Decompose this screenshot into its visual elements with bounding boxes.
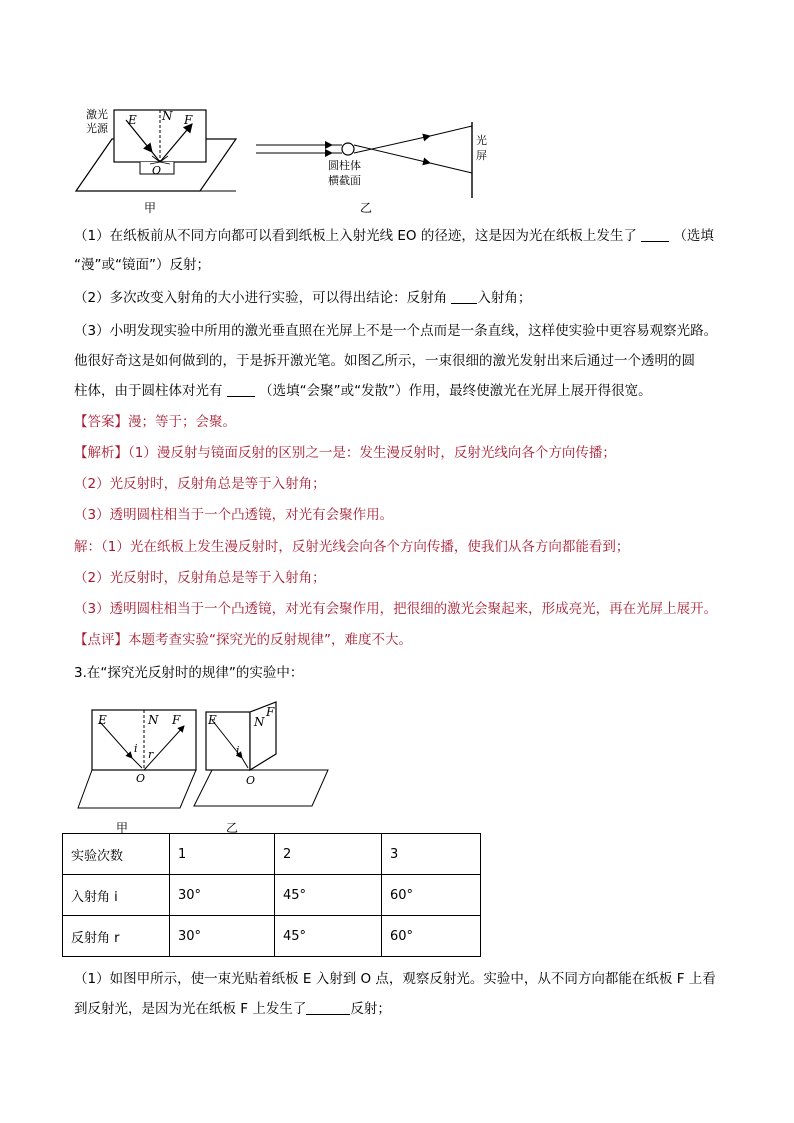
q2-comment: 【点评】本题考查实验“探究光的反射规律”，难度不大。: [74, 632, 412, 648]
q3-part1-line1: （1）如图甲所示，使一束光贴着纸板 E 入射到 O 点，观察反射光。实验中，从不同方向都能在纸板 F 上看: [74, 971, 716, 987]
q2-part1-line2: “漫”或“镜面”）反射；: [74, 257, 210, 273]
q2-part1-line1: （1）在纸板前从不同方向都可以看到纸板上入射光线 EO 的径迹，这是因为光在纸板上发生了 （选填: [74, 228, 714, 244]
fig1-caption-a: 甲: [144, 201, 157, 215]
table-row: [63, 916, 481, 957]
table-cell: 45°: [275, 875, 382, 916]
q2-part3-line3: 柱体，由于圆柱体对光有 （选填“会聚”或“发散”）作用，最终使激光在光屏上展开得很宽。: [74, 383, 652, 399]
q3-part1-line2: 到反射光，是因为光在纸板 F 上发生了 反射；: [74, 1001, 391, 1017]
fig3-caption-b: 乙: [226, 821, 239, 834]
table-cell: 实验次数: [63, 834, 170, 875]
fig1-caption-b: 乙: [360, 201, 373, 215]
fig1-source-label-1: 激光: [86, 108, 108, 121]
fig3-caption-a: 甲: [116, 821, 129, 834]
figure-reflection-boards: [76, 698, 366, 834]
fig3-a-label-r: r: [148, 748, 154, 761]
q2-solution-1: 解：（1）光在纸板上发生漫反射时，反射光线会向各个方向传播，使我们从各方向都能看到；: [74, 539, 630, 555]
fig3-b-label-E: E: [208, 713, 217, 727]
q2-solution-2: （2）光反射时，反射角总是等于入射角；: [74, 570, 326, 586]
mirror-plane-b: [194, 770, 328, 806]
table-cell: 反射角 r: [63, 916, 170, 957]
fig1-screen-label-1: 光: [476, 134, 487, 147]
spread-ray-upper: [354, 136, 430, 153]
table-row: [63, 875, 481, 916]
fig1-label-F: F: [184, 113, 193, 127]
figure-reflection-and-cylinder: [70, 96, 510, 222]
fig3-a-label-N: N: [148, 713, 159, 727]
fig3-a-label-O: O: [136, 772, 146, 785]
fig1-cylinder-label-1: 圆柱体: [328, 159, 361, 172]
fig3-b-label-i: i: [236, 744, 240, 757]
table-cell: 3: [382, 834, 481, 875]
spread-ray-lower: [354, 145, 430, 163]
q3-title: 3.在“探究光反射时的规律”的实验中：: [74, 665, 304, 681]
fig3-a-label-F: F: [172, 713, 181, 727]
fig1-label-E: E: [128, 113, 137, 127]
cylinder-cross-section: [342, 143, 354, 155]
table-cell: 1: [170, 834, 275, 875]
fig3-a-label-i: i: [134, 742, 138, 755]
fig1-label-N: N: [162, 109, 173, 123]
table-header-row: [63, 834, 481, 875]
q2-analysis-1: 【解析】（1）漫反射与镜面反射的区别之一是：发生漫反射时，反射光线向各个方向传播；: [74, 445, 616, 461]
experiment-table: [62, 833, 481, 957]
fig1-cylinder-label-2: 横截面: [328, 174, 361, 187]
table-cell: 60°: [382, 875, 481, 916]
fig1-source-label-2: 光源: [86, 122, 108, 135]
q2-analysis-2: （2）光反射时，反射角总是等于入射角；: [74, 476, 326, 492]
table-cell: 2: [275, 834, 382, 875]
fig3-b-label-N: N: [254, 715, 265, 729]
q2-part2: （2）多次改变入射角的大小进行实验，可以得出结论：反射角 入射角；: [74, 290, 532, 306]
table-cell: 30°: [170, 875, 275, 916]
q2-solution-3: （3）透明圆柱相当于一个凸透镜，对光有会聚作用，把很细的激光会聚起来，形成亮光，再在光屏上展开。: [74, 601, 718, 617]
table-cell: 45°: [275, 916, 382, 957]
q2-answer: 【答案】漫；等于；会聚。: [74, 414, 236, 430]
fig3-a-label-E: E: [98, 713, 107, 727]
table-cell: 30°: [170, 916, 275, 957]
table-cell: 入射角 i: [63, 875, 170, 916]
q2-part3-line1: （3）小明发现实验中所用的激光垂直照在光屏上不是一个点而是一条直线，这样使实验中更容易观察光路。: [74, 323, 718, 339]
fig3-b-label-F: F: [266, 705, 275, 719]
table-cell: 60°: [382, 916, 481, 957]
fig3-b-label-O: O: [246, 774, 256, 787]
q2-analysis-3: （3）透明圆柱相当于一个凸透镜，对光有会聚作用。: [74, 507, 394, 523]
q2-part3-line2: 他很好奇这是如何做到的，于是拆开激光笔。如图乙所示，一束很细的激光发射出来后通过一个透明的圆: [74, 353, 695, 369]
fig1-label-O: O: [152, 164, 162, 177]
fig1-screen-label-2: 屏: [476, 149, 487, 162]
